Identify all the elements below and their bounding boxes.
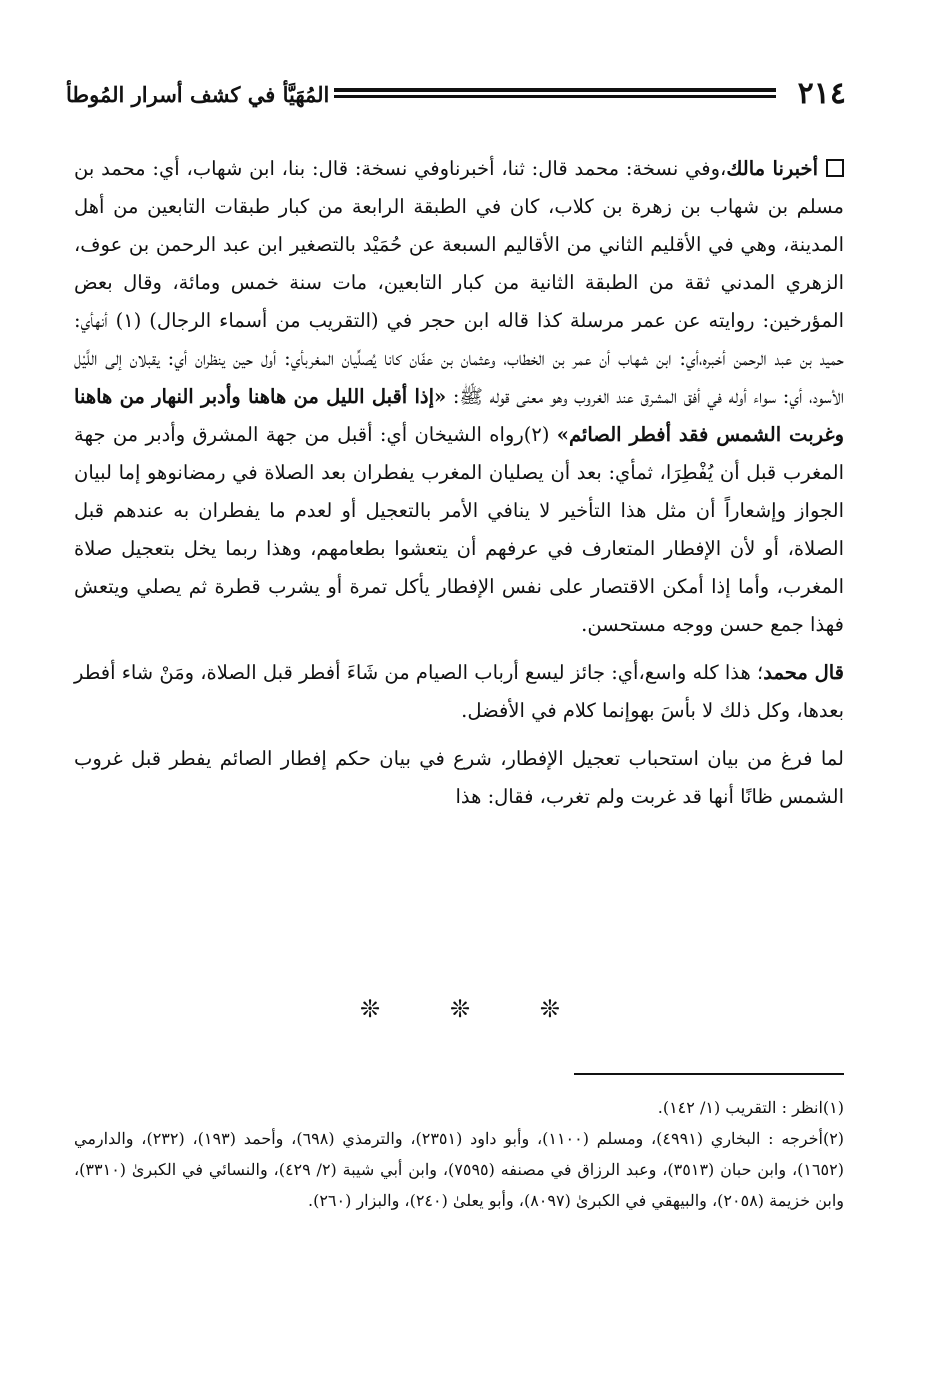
separator-star-icon: ❊ [539, 995, 560, 1023]
separator-star-icon: ❊ [449, 995, 471, 1023]
header-rule [334, 88, 776, 100]
page-header [66, 74, 846, 114]
paragraph-3 [74, 740, 844, 816]
separator-star-icon: ❊ [360, 995, 381, 1023]
main-text [74, 150, 844, 826]
paragraph-2-lead: قال محمد [763, 661, 844, 684]
paragraph-1-tail: (٢)رواه الشيخان أي: أقبل من جهة المشرق وأدبر من جهة المغرب قبل أن يُفْطِرَا، ثمأي: بعد أن يصليان المغرب يفطران بعد الصلاة في رمضانوهو إما لبيان الجواز وإشعاراً أن مثل هذا التأخير لا ينافي الأمر بالتعجيل أو لعدم ما يفطران به عندهم قبل الصلاة، أو لأن الإفطار المتعارف في عرفهم أن يتعشوا بطعامهم، وهذا ربما يخل بتعجيل صلاة المغرب، وأما إذا أمكن الاقتصار على نفس الإفطار يأكل تمرة أو يشرب قطرة ثم يصلي ويتعش فهذا جمع حسن ووجه مستحسن. [74, 423, 844, 636]
paragraph-2-text: ؛ هذا كله واسع،أي: جائز ليسع أرباب الصيام من شَاءَ أفطر قبل الصلاة، ومَنْ شاء أفطر بعدها، وكل ذلك لا بأسَ بهوإنما كلام في الأفضل. [74, 661, 844, 722]
page-number: ٢١٤ [797, 76, 846, 111]
header-rule-thin [334, 95, 776, 98]
section-marker-box [826, 159, 844, 177]
paragraph-3-text: لما فرغ من بيان استحباب تعجيل الإفطار، شرع في بيان حكم إفطار الصائم يفطر قبل غروب الشمس ظانًا أنها قد غربت ولم تغرب، فقال: هذا [74, 747, 844, 808]
section-separator [360, 994, 560, 1024]
footnote-2: (٢)أخرجه : البخاري (٤٩٩١)، ومسلم (١١٠٠)، وأبو داود (٢٣٥١)، والترمذي (٦٩٨)، وأحمد (١٩٣)، (٢٣٢)، والدارمي (١٦٥٢)، وابن حبان (٣٥١٣)، وعبد الرزاق في مصنفه (٧٥٩٥)، وابن أبي شيبة (٢/ ٤٢٩)، والنسائي في الكبرىٰ (٣٣١٠)، وابن خزيمة (٢٠٥٨)، والبيهقي في الكبرىٰ (٨٠٩٧)، وأبو يعلىٰ (٢٤٠)، والبزار (٢٦٠). [74, 1129, 845, 1210]
paragraph-1 [74, 150, 844, 644]
footnote-divider [574, 1073, 844, 1075]
header-rule-thick [334, 88, 776, 92]
footnotes [74, 1092, 844, 1216]
paragraph-1-lead: أخبرنا مالك [726, 157, 818, 180]
paragraph-2 [74, 654, 844, 730]
footnote-1: (١)انظر : التقريب (١/ ١٤٢). [657, 1098, 844, 1117]
book-title: المُهَيَّأ في كشف أسرار المُوطأ [66, 82, 330, 107]
paragraph-1-text: ،وفي نسخة: محمد قال: ثنا، أخبرناوفي نسخة: قال: بنا، ابن شهاب، أي: محمد بن مسلم بن شهاب بن زهرة بن كلاب، كان في الطبقة الرابعة من كبار طبقات التابعين من أهل المدينة، وهي في الأقليم الثاني من الأقاليم السبعة عن حُمَيْد بالتصغير ابن عبد الرحمن بن عوف، الزهري المدني ثقة من الطبقة الثانية من كبار التابعين، مات سنة خمس ومائة، وقال بعض المؤرخين: روايته عن عمر مرسلة كذا قاله ابن حجر في (التقريب من أسماء الرجال) (١) أنهأي: حميد بن عبد الرحمن أخبره،أي: ابن شهاب أن عمر بن الخطاب، وعثمان بن عفّان كانا يُصلِّيان المغربأي: أول حين ينظران أي: يقبلان إلى اللَّيْل الأسود، أي: سواء أوله في أفق المشرق عند الغروب وهو معنى قوله ﷺ: [74, 157, 844, 408]
hadith-quote: «إذا أقبل الليل من هاهنا وأدبر النهار من هاهنا وغربت الشمس فقد أفطر الصائم» [74, 385, 844, 446]
